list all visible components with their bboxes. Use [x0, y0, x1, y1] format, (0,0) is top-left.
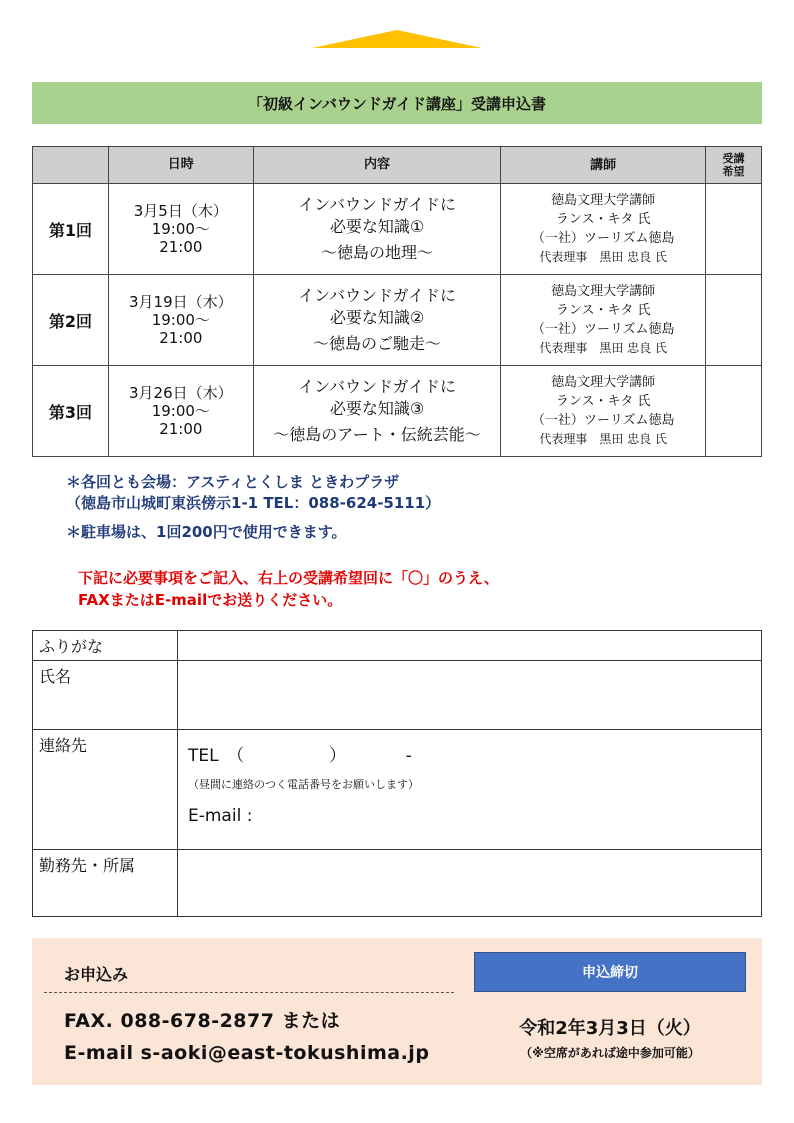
wish-cell[interactable]	[706, 184, 762, 275]
session-date	[108, 184, 253, 275]
parking-note: ＊駐車場は、1回200円で使用できます。	[66, 523, 347, 541]
apply-label: お申込み	[64, 965, 129, 984]
deadline-date: 令和2年3月3日（火）	[519, 1018, 701, 1039]
furigana-field[interactable]	[178, 631, 762, 661]
address-note: （徳島市山城町東浜傍示1-1 TEL：088-624-5111）	[66, 494, 441, 512]
lecturer-line4: 代表理事 黒田 忠良 氏	[539, 432, 667, 446]
date-day: 3月19日（木）	[128, 293, 233, 311]
session-number: 第3回	[33, 366, 109, 457]
session-number: 第2回	[33, 275, 109, 366]
header-date: 日時	[108, 147, 253, 184]
session-date	[108, 366, 253, 457]
lecturer-line4: 代表理事 黒田 忠良 氏	[539, 341, 667, 355]
session-date	[108, 275, 253, 366]
email-address[interactable]: E-mail s-aoki@east-tokushima.jp	[64, 1042, 430, 1064]
page-title: 「初級インバウンドガイド講座」受講申込書	[32, 82, 762, 124]
date-end: 21:00	[159, 238, 203, 256]
contact-label: 連絡先	[33, 730, 178, 850]
deadline-label: 申込締切	[474, 952, 746, 992]
header-wish	[706, 147, 762, 184]
session-lecturer	[501, 366, 706, 457]
workplace-field[interactable]	[178, 850, 762, 917]
content-line1: インバウンドガイドに	[298, 195, 456, 214]
workplace-label: 勤務先・所属	[33, 850, 178, 917]
apply-footer	[32, 938, 762, 1085]
lecturer-line3: （一社）ツーリズム徳島	[531, 413, 675, 428]
table-row	[33, 184, 762, 275]
date-start: 19:00～	[151, 311, 210, 329]
application-form	[32, 630, 762, 917]
deadline-note: （※空席があれば途中参加可能）	[520, 1046, 700, 1060]
lecturer-line2: ランス・キタ 氏	[555, 212, 651, 227]
date-start: 19:00～	[151, 220, 210, 238]
header-wish-line1: 受講	[722, 152, 745, 165]
wish-cell[interactable]	[706, 366, 762, 457]
content-line2: 必要な知識①	[329, 217, 425, 236]
tel-note: （昼間に連絡のつく電話番号をお願いします）	[188, 778, 419, 791]
content-line2: 必要な知識②	[329, 308, 425, 327]
date-start: 19:00～	[151, 402, 210, 420]
form-row-workplace	[33, 850, 762, 917]
lecturer-line2: ランス・キタ 氏	[555, 303, 651, 318]
name-label: 氏名	[33, 661, 178, 730]
tel-line[interactable]: TEL （ ） -	[188, 746, 412, 766]
form-row-name	[33, 661, 762, 730]
session-content	[253, 275, 501, 366]
lecturer-line4: 代表理事 黒田 忠良 氏	[539, 250, 667, 264]
instruction-line1: 下記に必要事項をご記入、右上の受講希望回に「〇」のうえ、	[78, 569, 499, 587]
table-row	[33, 366, 762, 457]
venue-note: ＊各回とも会場：アスティとくしま ときわプラザ	[66, 473, 400, 491]
lecturer-line1: 徳島文理大学講師	[551, 193, 656, 208]
session-number: 第1回	[33, 184, 109, 275]
header-content: 内容	[253, 147, 501, 184]
instruction-line2: FAXまたはE-mailでお送りください。	[78, 591, 343, 609]
lecturer-line3: （一社）ツーリズム徳島	[531, 231, 675, 246]
date-end: 21:00	[159, 420, 203, 438]
wish-cell[interactable]	[706, 275, 762, 366]
furigana-label: ふりがな	[33, 631, 178, 661]
content-line1: インバウンドガイドに	[298, 286, 456, 305]
up-arrow-icon	[312, 30, 482, 48]
schedule-table	[32, 146, 762, 457]
date-day: 3月5日（木）	[133, 202, 228, 220]
name-field[interactable]	[178, 661, 762, 730]
venue-notes	[66, 472, 440, 543]
instruction-note	[78, 567, 499, 611]
content-line3: ～徳島のご馳走～	[313, 334, 442, 353]
content-line1: インバウンドガイドに	[298, 377, 456, 396]
form-row-furigana	[33, 631, 762, 661]
lecturer-line1: 徳島文理大学講師	[551, 284, 656, 299]
schedule-header-row	[33, 147, 762, 184]
content-line3: ～徳島のアート・伝統芸能～	[273, 425, 481, 444]
content-line2: 必要な知識③	[329, 399, 425, 418]
date-day: 3月26日（木）	[128, 384, 233, 402]
fax-number: FAX. 088-678-2877 または	[64, 1010, 341, 1032]
lecturer-line1: 徳島文理大学講師	[551, 375, 656, 390]
email-line[interactable]: E-mail :	[188, 806, 253, 826]
header-wish-line2: 希望	[722, 165, 745, 178]
session-content	[253, 184, 501, 275]
content-line3: ～徳島の地理～	[321, 243, 434, 262]
divider	[44, 992, 454, 993]
header-no	[33, 147, 109, 184]
session-lecturer	[501, 184, 706, 275]
lecturer-line2: ランス・キタ 氏	[555, 394, 651, 409]
lecturer-line3: （一社）ツーリズム徳島	[531, 322, 675, 337]
form-row-contact	[33, 730, 762, 850]
session-lecturer	[501, 275, 706, 366]
contact-field[interactable]	[178, 730, 762, 850]
table-row	[33, 275, 762, 366]
header-lecturer: 講師	[501, 147, 706, 184]
date-end: 21:00	[159, 329, 203, 347]
session-content	[253, 366, 501, 457]
